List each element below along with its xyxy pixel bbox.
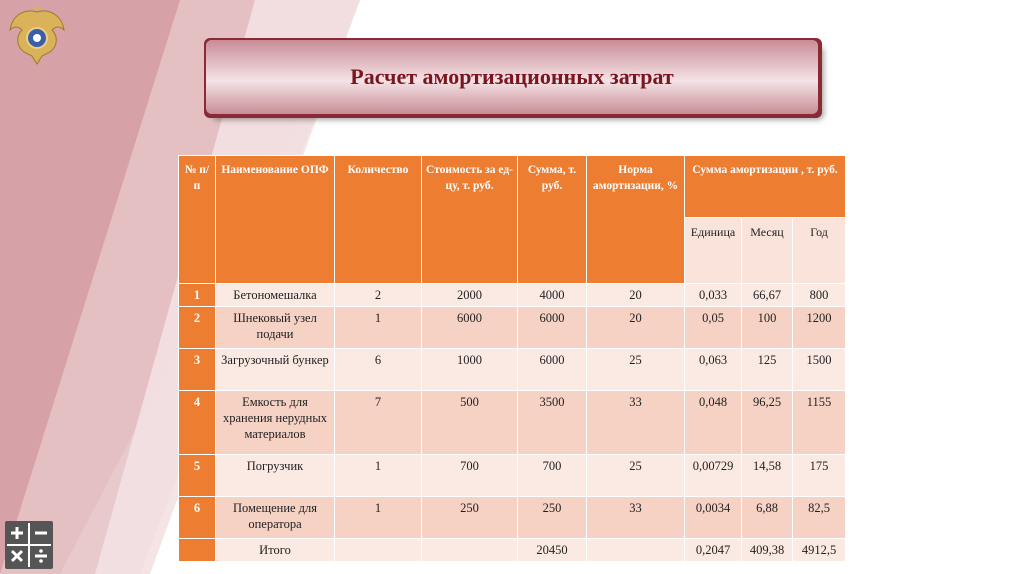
row-rate: 20 [587, 307, 685, 349]
total-qty [335, 539, 422, 562]
row-unit: 0,00729 [685, 455, 742, 497]
row-num: 5 [179, 455, 216, 497]
header-month: Месяц [742, 218, 793, 284]
row-rate: 33 [587, 497, 685, 539]
row-name: Емкость для хранения нерудных материалов [216, 391, 335, 455]
row-year: 1500 [793, 349, 846, 391]
title-banner [206, 40, 818, 114]
row-year: 175 [793, 455, 846, 497]
row-month: 14,58 [742, 455, 793, 497]
header-name: Наименование ОПФ [216, 156, 335, 284]
row-sum: 250 [518, 497, 587, 539]
row-name: Помещение для оператора [216, 497, 335, 539]
table-total-row [179, 539, 846, 562]
table-row [179, 307, 846, 349]
row-month: 66,67 [742, 284, 793, 307]
row-year: 1200 [793, 307, 846, 349]
row-qty: 1 [335, 307, 422, 349]
depreciation-table [178, 155, 846, 562]
total-unit-cost [422, 539, 518, 562]
eagle-emblem-icon [4, 6, 70, 68]
row-qty: 7 [335, 391, 422, 455]
row-month: 100 [742, 307, 793, 349]
header-num: № п/п [179, 156, 216, 284]
total-year: 4912,5 [793, 539, 846, 562]
row-num: 2 [179, 307, 216, 349]
row-num: 1 [179, 284, 216, 307]
row-month: 125 [742, 349, 793, 391]
row-num: 4 [179, 391, 216, 455]
row-qty: 2 [335, 284, 422, 307]
row-unit-cost: 500 [422, 391, 518, 455]
row-year: 1155 [793, 391, 846, 455]
row-sum: 6000 [518, 349, 587, 391]
total-unit: 0,2047 [685, 539, 742, 562]
row-rate: 25 [587, 455, 685, 497]
row-unit: 0,0034 [685, 497, 742, 539]
header-qty: Количество [335, 156, 422, 284]
row-sum: 6000 [518, 307, 587, 349]
table-row [179, 391, 846, 455]
row-name: Бетономешалка [216, 284, 335, 307]
page-title: Расчет амортизационных затрат [350, 64, 674, 89]
row-unit: 0,048 [685, 391, 742, 455]
row-unit-cost: 6000 [422, 307, 518, 349]
row-unit-cost: 2000 [422, 284, 518, 307]
row-num: 6 [179, 497, 216, 539]
row-unit-cost: 700 [422, 455, 518, 497]
row-name: Шнековый узел подачи [216, 307, 335, 349]
table-row [179, 497, 846, 539]
row-qty: 1 [335, 497, 422, 539]
table-row [179, 349, 846, 391]
header-unit-cost: Стоимость за ед-цу, т. руб. [422, 156, 518, 284]
row-rate: 25 [587, 349, 685, 391]
row-qty: 1 [335, 455, 422, 497]
row-unit: 0,033 [685, 284, 742, 307]
table-row [179, 284, 846, 307]
row-sum: 3500 [518, 391, 587, 455]
row-num: 3 [179, 349, 216, 391]
header-year: Год [793, 218, 846, 284]
header-sum: Сумма, т. руб. [518, 156, 587, 284]
row-sum: 700 [518, 455, 587, 497]
total-month: 409,38 [742, 539, 793, 562]
total-rate [587, 539, 685, 562]
row-month: 6,88 [742, 497, 793, 539]
row-year: 800 [793, 284, 846, 307]
row-name: Загрузочный бункер [216, 349, 335, 391]
row-qty: 6 [335, 349, 422, 391]
total-label: Итого [216, 539, 335, 562]
row-unit-cost: 250 [422, 497, 518, 539]
total-num [179, 539, 216, 562]
row-year: 82,5 [793, 497, 846, 539]
row-unit: 0,05 [685, 307, 742, 349]
row-unit: 0,063 [685, 349, 742, 391]
total-sum: 20450 [518, 539, 587, 562]
row-sum: 4000 [518, 284, 587, 307]
table-row [179, 455, 846, 497]
header-rate: Норма амортизации, % [587, 156, 685, 284]
row-unit-cost: 1000 [422, 349, 518, 391]
row-rate: 33 [587, 391, 685, 455]
row-rate: 20 [587, 284, 685, 307]
header-unit: Единица [685, 218, 742, 284]
calculator-icon [4, 520, 54, 570]
row-month: 96,25 [742, 391, 793, 455]
header-amortization: Сумма амортизации , т. руб. [685, 156, 846, 218]
row-name: Погрузчик [216, 455, 335, 497]
